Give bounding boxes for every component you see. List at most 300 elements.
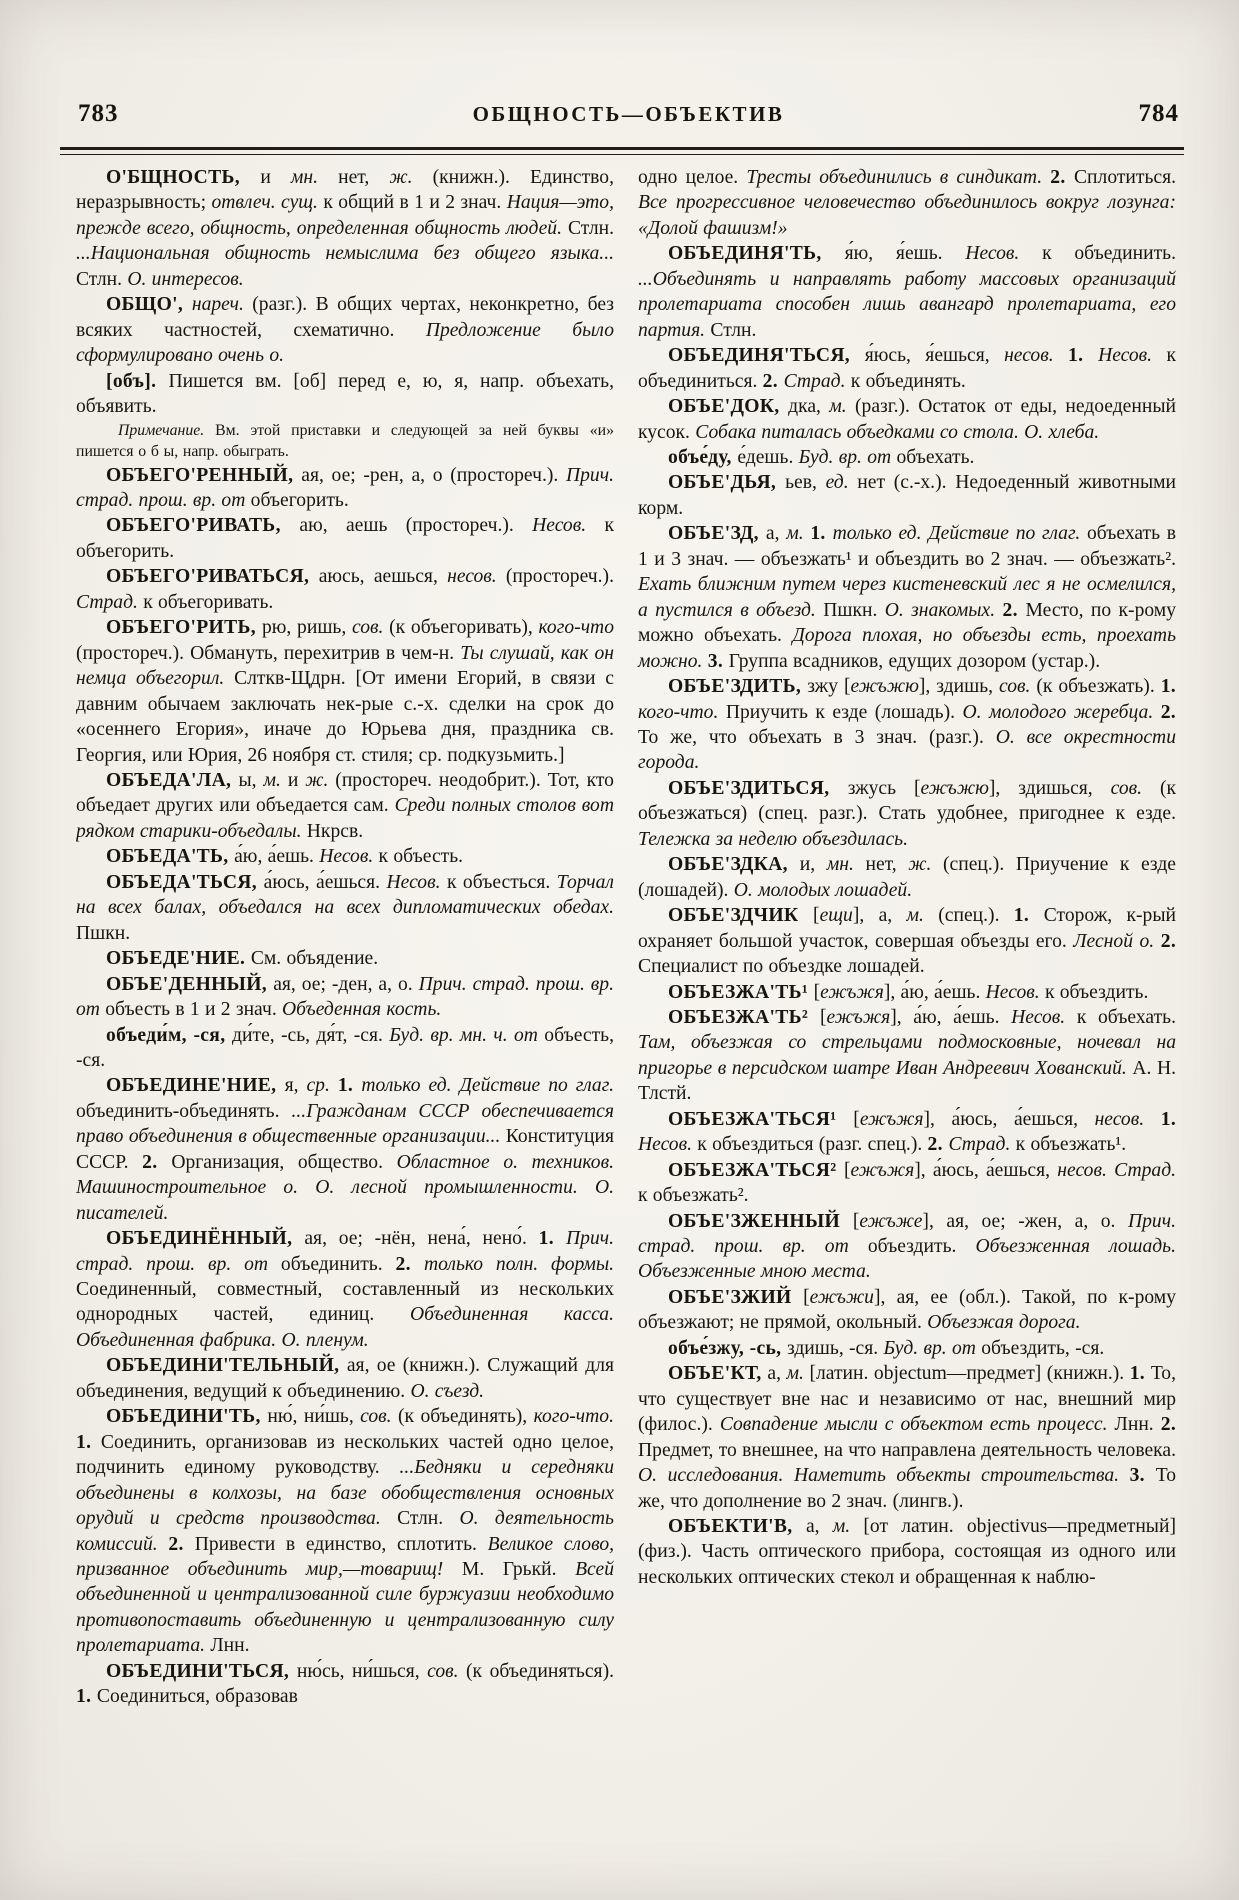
- text-run: [от латин. objectivus—предметный] (физ.). Часть оптического прибора, состоящая из одного или нескольких оптических стекол и обращенная к наблю-: [638, 1516, 1176, 1588]
- text-run: ОБЪЕ'ЗДИТЬ,: [668, 676, 808, 698]
- text-run: к объединить.: [1042, 243, 1176, 265]
- text-run: ОБЪЕЗЖА'ТЬСЯ¹: [668, 1108, 854, 1130]
- right-column: [638, 165, 1176, 1857]
- text-run: рю, ришь,: [261, 617, 352, 639]
- text-run: аюсь, аешься,: [318, 566, 448, 588]
- text-run: к объесться.: [446, 871, 557, 893]
- text-run: ОБЪЕГО'РИВАТЬ,: [106, 515, 300, 537]
- text-run: объездить.: [867, 1236, 976, 1258]
- text-columns: [76, 165, 1176, 1857]
- text-run: Всей объединенной и централизованной силе буржуазии необходимо противопоставить объединенную и централизованную силу пролетариата.: [76, 1559, 614, 1657]
- text-run: м.: [263, 769, 288, 791]
- text-run: [: [813, 981, 821, 1003]
- text-run: Предмет, то внешнее, на что направлена деятельность человека.: [638, 1439, 1176, 1461]
- dictionary-entry: [638, 1361, 1176, 1514]
- text-run: ОБЪЕ'ЗДИТЬСЯ,: [668, 777, 848, 799]
- usage-note: [76, 420, 614, 463]
- dictionary-entry: [638, 1336, 1176, 1361]
- text-run: 1.: [1013, 905, 1044, 927]
- text-run: А. Н. Тлстй.: [638, 1057, 1176, 1105]
- text-run: ], а́юсь, а́ешься,: [914, 1159, 1058, 1181]
- dictionary-entry: [76, 165, 614, 292]
- dictionary-entry: [638, 1005, 1176, 1107]
- text-run: ...Национальная общность немыслима без общего языка...: [76, 243, 614, 265]
- dictionary-entry: [638, 521, 1176, 674]
- text-run: (к объединять),: [398, 1406, 534, 1428]
- text-run: Привести в единство, сплотить.: [194, 1533, 488, 1555]
- dictionary-entry: [76, 615, 614, 768]
- text-run: к объезжать¹.: [1015, 1134, 1127, 1156]
- text-run: ОБЪЕГО'РИВАТЬСЯ,: [106, 566, 319, 588]
- text-run: ед.: [825, 472, 858, 494]
- text-run: кого-что: [538, 617, 614, 639]
- text-run: ОБЪЕДА'ТЬСЯ,: [106, 871, 264, 893]
- dictionary-entry: [76, 768, 614, 844]
- text-run: (спец.).: [938, 905, 1014, 927]
- text-run: (простореч.). Обмануть, перехитрив в чем-н.: [76, 642, 461, 664]
- text-run: ], ая, ее (обл.). Такой, по к-рому объезжают; не прямой, окольный.: [638, 1286, 1176, 1334]
- text-run: зжу [: [807, 676, 851, 698]
- text-run: Дорога плохая, но объезды есть, проехать можно.: [638, 625, 1176, 672]
- text-run: О. молодого жеребца.: [962, 701, 1161, 723]
- text-run: одно целое.: [638, 167, 747, 188]
- text-run: Вм. этой приставки и следующей за ней буквы «и» пишется о б ы, напр. обыграть.: [76, 421, 614, 461]
- text-run: к объезжать².: [638, 1185, 749, 1207]
- text-run: Страд.: [783, 370, 851, 392]
- text-run: То же, что дополнение во 2 знач. (лингв.).: [638, 1465, 1176, 1512]
- text-run: и,: [799, 854, 827, 876]
- dictionary-entry: [76, 564, 614, 615]
- dictionary-entry: [76, 972, 614, 1023]
- left-column: [76, 165, 614, 1857]
- text-run: Слткв-Щдрн. [От имени Егорий, в связи с давним обычаем заключать нек-рые с.-х. сделки на срок до «осеннего Егория», иначе до Юрьева дня, праздника св. Георгия, или Юрия, 26 ноября ст. стиля; ср. подкузьмить.]: [76, 668, 614, 766]
- text-run: объегорить.: [250, 489, 349, 511]
- text-run: несов. Страд.: [1057, 1159, 1176, 1181]
- text-run: Несов.: [386, 871, 447, 893]
- text-run: Прич. страд. прош. вр. от: [638, 1210, 1176, 1258]
- text-run: м.: [832, 1516, 864, 1538]
- text-run: М. Грькй.: [461, 1559, 576, 1581]
- text-run: ], ая, ое; -жен, а, о.: [922, 1210, 1128, 1232]
- text-run: ОБЪЕ'ДЕННЫЙ,: [106, 973, 274, 995]
- text-run: к общий в 1 и 2 знач.: [323, 192, 507, 214]
- text-run: Стлн.: [567, 217, 614, 239]
- text-run: я́ю, я́ешь.: [844, 243, 966, 265]
- text-run: (к объезжать).: [1036, 676, 1161, 698]
- text-run: ОБЪЕДИНЁННЫЙ,: [106, 1228, 305, 1250]
- text-run: ], а́ю, а́ешь.: [883, 981, 986, 1003]
- text-run: (разг.). В общих чертах, неконкретно, без всяких частностей, схематично.: [76, 294, 614, 341]
- text-run: О. молодых лошадей.: [733, 879, 913, 901]
- text-run: мн.: [290, 167, 339, 188]
- text-run: ежъжя: [850, 1159, 915, 1181]
- text-run: ОБЪЕДИНИ'ТЬСЯ,: [106, 1660, 297, 1682]
- text-run: Областное о. техников. Машиностроительное о. О. лесной промышленности. О. писателей.: [76, 1151, 615, 1224]
- text-run: О. интересов.: [127, 268, 244, 290]
- text-run: Сплотиться.: [1073, 167, 1176, 188]
- dictionary-entry: [638, 903, 1176, 979]
- header-double-rule: [60, 147, 1184, 155]
- text-run: Тележка за неделю объездилась.: [638, 828, 908, 850]
- text-run: ОБЩО',: [106, 294, 192, 316]
- dictionary-entry: [76, 369, 614, 420]
- text-run: Лнн.: [1114, 1414, 1161, 1436]
- text-run: только ед. Действие по глаг.: [361, 1075, 615, 1097]
- text-run: [: [852, 1210, 860, 1232]
- text-run: Все прогрессивное человечество объединилось вокруг лозунга: «Долой фашизм!»: [638, 192, 1176, 239]
- text-run: Стлн.: [76, 268, 128, 290]
- text-run: ню́сь, ни́шься,: [296, 1660, 428, 1682]
- text-run: 1.: [76, 1431, 101, 1453]
- text-run: Конституция СССР.: [76, 1126, 614, 1173]
- text-run: м.: [829, 396, 856, 418]
- text-run: ], а́ю, а́ешь.: [890, 1006, 1012, 1028]
- dictionary-entry: [638, 980, 1176, 1005]
- text-run: объехать.: [896, 446, 975, 468]
- text-run: [: [853, 1108, 860, 1130]
- text-run: ежъжю: [920, 777, 989, 799]
- text-run: ОБЪЕДИНЯ'ТЬ,: [668, 243, 845, 265]
- text-run: Прич. страд. прош. вр. от: [76, 464, 614, 511]
- text-run: ая, ое (книжн.). Служащий для объединения, ведущий к объединению.: [76, 1355, 614, 1402]
- text-run: Несов.: [1011, 1006, 1077, 1028]
- text-run: 2.: [1160, 701, 1176, 723]
- text-run: 1.: [810, 523, 833, 545]
- text-run: Тресты объединились в синдикат.: [746, 167, 1051, 188]
- text-run: ], а,: [852, 905, 907, 927]
- text-run: 1.: [1068, 345, 1099, 367]
- text-run: несов.: [1094, 1108, 1161, 1130]
- text-run: объединить.: [280, 1253, 396, 1275]
- text-run: ОБЪЕ'ЗДКА,: [668, 854, 800, 876]
- text-run: (к объегоривать),: [389, 617, 539, 639]
- text-run: ежъжи: [809, 1286, 874, 1308]
- text-run: О. знакомых.: [884, 599, 1003, 621]
- text-run: кого-что.: [533, 1406, 614, 1428]
- text-run: Прич. страд. прош. вр. от: [76, 973, 614, 1021]
- text-run: [: [819, 1006, 827, 1028]
- text-run: Предложение было сформулировано очень о.: [76, 319, 614, 367]
- text-run: Объединенная касса. Объединенная фабрика. О. пленум.: [76, 1304, 614, 1351]
- dictionary-entry: [638, 394, 1176, 445]
- text-run: ОБЪЕДИНЯ'ТЬСЯ,: [668, 345, 865, 367]
- text-run: [объ].: [106, 370, 169, 392]
- text-run: Несов.: [1098, 345, 1167, 367]
- text-run: ], а́юсь, а́ешься,: [923, 1108, 1095, 1130]
- text-run: ы,: [238, 769, 264, 791]
- dictionary-entry: [76, 844, 614, 869]
- text-run: зжусь [: [847, 777, 921, 799]
- text-run: ж.: [908, 854, 943, 876]
- dictionary-entry: [76, 946, 614, 971]
- dictionary-entry: [638, 776, 1176, 852]
- text-run: 2.: [927, 1134, 949, 1156]
- text-run: ОБЪЕ'ЗД,: [668, 523, 766, 545]
- text-run: Объезжая дорога.: [927, 1312, 1081, 1334]
- text-run: ОБЪЕЗЖА'ТЬ¹: [668, 981, 814, 1003]
- text-run: несов.: [447, 566, 506, 588]
- text-run: (простореч. неодобрит.). Тот, кто объедает других или объедается сам.: [76, 769, 614, 817]
- text-run: Буд. вр. от: [883, 1337, 982, 1359]
- text-run: Ехать ближним путем через кистеневский лес я не осмелился, а пустился в объезд.: [638, 574, 1176, 621]
- text-run: мн.: [826, 854, 866, 876]
- text-run: О'БЩНОСТЬ,: [106, 167, 261, 188]
- text-run: То же, что объехать в 3 знач. (разг.).: [638, 726, 996, 748]
- text-run: Специалист по объездке лошадей.: [638, 956, 925, 978]
- text-run: а,: [767, 1363, 787, 1385]
- running-title: ОБЩНОСТЬ—ОБЪЕКТИВ: [472, 102, 785, 126]
- text-run: аю, аешь (простореч.).: [299, 515, 533, 537]
- text-run: Соединиться, образовав: [96, 1686, 298, 1708]
- text-run: ж.: [305, 769, 336, 791]
- text-run: Буд. вр. мн. ч. от: [389, 1024, 545, 1046]
- text-run: ОБЪЕГО'РИТЬ,: [106, 617, 262, 639]
- text-run: сов.: [360, 1406, 399, 1428]
- text-run: кого-что.: [638, 701, 726, 723]
- text-run: а́юсь, а́ешься.: [263, 871, 387, 893]
- text-run: я,: [284, 1075, 307, 1097]
- text-run: ОБЪЕ'ДОК,: [668, 396, 789, 418]
- text-run: ОБЪЕ'КТ,: [668, 1363, 768, 1385]
- text-run: То, что существует вне нас и независимо от нас, внешний мир (филос.).: [638, 1363, 1176, 1436]
- text-run: Там, объезжая со стрельцами подмосковные, ночевал на пригорье в персидском шатре Иван Андреевич Хованский.: [638, 1032, 1176, 1079]
- text-run: ая, ое; -ден, а, о.: [273, 973, 419, 995]
- text-run: Буд. вр. от: [798, 446, 897, 468]
- dictionary-entry: [638, 852, 1176, 903]
- dictionary-entry: [76, 292, 614, 368]
- text-run: Великое слово, призванное объединить мир,—товарищ!: [76, 1533, 615, 1581]
- text-run: 1.: [76, 1686, 97, 1708]
- text-run: ОБЪЕ'ДЬЯ,: [668, 472, 786, 494]
- text-run: Стлн.: [397, 1508, 460, 1530]
- text-run: ...Объединять и направлять работу массовых организаций пролетариата способен лишь авангард пролетариата, его партия.: [638, 268, 1176, 341]
- text-run: 1.: [1129, 1363, 1151, 1385]
- text-run: О. деятельность комиссий.: [76, 1508, 614, 1555]
- text-run: ], здишься,: [988, 777, 1111, 799]
- text-run: (к объезжаться) (спец. разг.). Стать удобнее, пригоднее к езде.: [638, 777, 1176, 825]
- dictionary-entry: [76, 870, 614, 946]
- text-run: ОБЪЕГО'РЕННЫЙ,: [106, 464, 302, 486]
- text-run: м.: [786, 523, 811, 545]
- text-run: нет,: [865, 854, 909, 876]
- text-run: ОБЪЕЗЖА'ТЬ²: [668, 1006, 820, 1028]
- page-header: [78, 100, 1179, 128]
- text-run: 2.: [1002, 599, 1026, 621]
- text-run: 2.: [1050, 167, 1074, 188]
- dictionary-entry: [638, 1285, 1176, 1336]
- text-run: Несов.: [319, 846, 379, 868]
- text-run: Нация—это, прежде всего, общность, определенная общность людей.: [76, 192, 614, 239]
- right-page-number: 784: [1138, 100, 1179, 127]
- text-run: объе́ду,: [668, 446, 738, 468]
- text-run: ОБЪЕ'ЗЖИЙ: [668, 1286, 804, 1308]
- text-run: Несов.: [965, 243, 1043, 265]
- text-run: 2.: [762, 370, 784, 392]
- text-run: к объесть.: [378, 846, 464, 868]
- text-run: Лесной о.: [1073, 930, 1161, 952]
- text-run: Несов.: [985, 981, 1045, 1003]
- text-run: объеди́м, -ся,: [106, 1024, 233, 1046]
- text-run: 1.: [538, 1228, 566, 1250]
- text-run: (разг.). Остаток от еды, недоеденный кусок.: [638, 396, 1176, 443]
- dictionary-entry: [638, 1158, 1176, 1209]
- text-run: (книжн.). Единство, неразрывность;: [76, 167, 614, 214]
- text-run: я́юсь, я́ешься,: [864, 345, 1005, 367]
- text-run: Стлн.: [710, 319, 757, 341]
- dictionary-entry: [76, 513, 614, 564]
- text-run: Сторож, к-рый охраняет большой участок, совершая объезды его.: [638, 905, 1176, 952]
- dictionary-entry: [76, 1023, 614, 1074]
- text-run: ...Гражданам СССР обеспечивается право объединения в общественные организации...: [76, 1100, 614, 1148]
- text-run: объесть, -ся.: [76, 1024, 614, 1071]
- text-run: 2.: [142, 1151, 172, 1173]
- text-run: ОБЪЕДИНЕ'НИЕ,: [106, 1075, 285, 1097]
- dictionary-entry: [638, 470, 1176, 521]
- text-run: отвлеч. сущ.: [211, 192, 324, 214]
- text-run: [латин. objectum—предмет] (книжн.).: [809, 1363, 1130, 1385]
- text-run: ьев,: [785, 472, 826, 494]
- text-run: к объегорить.: [76, 515, 615, 562]
- text-run: 2.: [1160, 930, 1176, 952]
- text-run: к объездиться (разг. спец.).: [697, 1134, 928, 1156]
- text-run: дка,: [788, 396, 830, 418]
- text-run: Объезженная лошадь. Объезженные мною места.: [638, 1236, 1176, 1283]
- text-run: Пшкн.: [76, 922, 131, 944]
- text-run: [: [803, 1286, 810, 1308]
- text-run: к объединять.: [850, 370, 966, 392]
- entry-continuation: [638, 165, 1176, 241]
- text-run: [: [813, 905, 820, 927]
- text-run: ди́те, -сь, дя́т, -ся.: [232, 1024, 390, 1046]
- text-run: ОБЪЕДИНИ'ТЬ,: [106, 1406, 268, 1428]
- text-run: сов.: [998, 676, 1037, 698]
- text-run: Объеденная кость.: [282, 999, 442, 1021]
- text-run: (к объединяться).: [466, 1660, 614, 1682]
- text-run: 3.: [1129, 1465, 1156, 1487]
- dictionary-entry: [76, 1073, 614, 1226]
- text-run: а,: [805, 1516, 833, 1538]
- dictionary-entry: [638, 674, 1176, 776]
- text-run: объединить-объединять.: [76, 1100, 292, 1122]
- text-run: Нкрсв.: [306, 820, 364, 842]
- text-run: Страд.: [76, 591, 144, 613]
- text-run: (простореч.).: [505, 566, 614, 588]
- dictionary-entry: [76, 1226, 614, 1353]
- text-run: Среди полных столов вот рядком старики-объедалы.: [76, 795, 614, 842]
- text-run: Торчал на всех балах, объедался на всех дипломатических обедах.: [76, 871, 614, 919]
- text-run: ж.: [389, 167, 433, 188]
- dictionary-entry: [638, 343, 1176, 394]
- text-run: объехать в 1 и 3 знач. — объезжать¹ и объездить во 2 знач. — объезжать².: [638, 523, 1176, 570]
- text-run: ОБЪЕДА'ЛА,: [106, 769, 239, 791]
- text-run: ежъжя: [859, 1108, 924, 1130]
- text-run: ежъжю: [850, 676, 919, 698]
- text-run: только ед. Действие по глаг.: [832, 523, 1087, 545]
- left-page-number: 783: [78, 100, 119, 127]
- text-run: Приучить к езде (лошадь).: [725, 701, 963, 723]
- text-run: 2.: [395, 1253, 424, 1275]
- text-run: сов.: [1110, 777, 1160, 799]
- text-run: О. съезд.: [410, 1380, 485, 1402]
- text-run: е́дешь.: [737, 446, 799, 468]
- dictionary-entry: [638, 241, 1176, 343]
- text-run: Примечание.: [118, 421, 216, 439]
- text-run: ежъжя: [826, 1006, 891, 1028]
- text-run: к объегоривать.: [143, 591, 274, 613]
- text-run: ср.: [306, 1075, 338, 1097]
- text-run: [: [843, 1159, 851, 1181]
- text-run: м.: [906, 905, 939, 927]
- text-run: ОБЪЕДА'ТЬ,: [106, 846, 235, 868]
- text-run: ая, ое; -нён, нена́, нено́.: [304, 1228, 539, 1250]
- text-run: Пишется вм. [об] перед е, ю, я, напр. объехать, объявить.: [76, 370, 614, 418]
- text-run: ОБЪЕКТИ'В,: [668, 1516, 806, 1538]
- dictionary-entry: [76, 1404, 614, 1659]
- text-run: ая, ое; -рен, а, о (простореч.).: [301, 464, 566, 486]
- text-run: Организация, общество.: [171, 1151, 397, 1173]
- dictionary-entry: [76, 1659, 614, 1710]
- text-run: ОБЪЕДИНИ'ТЕЛЬНЫЙ,: [106, 1355, 347, 1377]
- text-run: м.: [786, 1363, 810, 1385]
- dictionary-entry: [76, 1353, 614, 1404]
- text-run: ОБЪЕ'ЗЖЕННЫЙ: [668, 1210, 853, 1232]
- text-run: ещи: [819, 905, 853, 927]
- dictionary-entry: [638, 445, 1176, 470]
- text-run: Пшкн.: [823, 599, 885, 621]
- text-run: Несов.: [638, 1134, 698, 1156]
- text-run: Страд.: [948, 1134, 1016, 1156]
- text-run: ОБЪЕЗЖА'ТЬСЯ²: [668, 1159, 844, 1181]
- text-run: нареч.: [191, 294, 253, 316]
- text-run: ню́, ни́шь,: [267, 1406, 361, 1428]
- text-run: О. все окрестности города.: [638, 726, 1176, 774]
- text-run: Прич. страд. прош. вр. от: [76, 1228, 614, 1275]
- text-run: и: [260, 167, 291, 188]
- text-run: 2.: [1160, 1414, 1176, 1436]
- text-run: нет (с.-х.). Недоеденный животными корм.: [638, 472, 1176, 519]
- text-run: только полн. формы.: [423, 1253, 615, 1275]
- text-run: Место, по к-рому можно объехать.: [638, 599, 1176, 647]
- text-run: Собака питалась объедками со стола. О. хлеба.: [695, 421, 1100, 443]
- dictionary-entry: [638, 1209, 1176, 1285]
- text-run: Лнн.: [210, 1635, 250, 1657]
- text-run: Соединенный, совместный, составленный из нескольких однородных частей, единиц.: [76, 1279, 614, 1326]
- text-run: к объехать.: [1076, 1006, 1176, 1028]
- text-run: к объездить.: [1044, 981, 1149, 1003]
- text-run: 2.: [168, 1533, 195, 1555]
- dictionary-entry: [638, 1514, 1176, 1590]
- text-run: объесть в 1 и 2 знач.: [105, 999, 283, 1021]
- text-run: 1.: [1160, 676, 1176, 698]
- text-run: 1.: [1160, 1108, 1176, 1130]
- text-run: сов.: [351, 617, 390, 639]
- text-run: См. объядение.: [250, 948, 379, 970]
- text-run: Совпадение мысли с объектом есть процесс.: [719, 1414, 1115, 1436]
- text-run: и: [287, 769, 306, 791]
- text-run: Соединить, организовав из нескольких частей одно целое, подчинить единому руководству.: [76, 1431, 614, 1479]
- text-run: здишь, -ся.: [786, 1337, 884, 1359]
- text-run: ежъжя: [820, 981, 884, 1003]
- text-run: несов.: [1004, 345, 1069, 367]
- text-run: объе́зжу, -сь,: [668, 1337, 787, 1359]
- text-run: нет,: [338, 167, 390, 188]
- text-run: Несов.: [532, 515, 605, 537]
- text-run: О. исследования. Наметить объекты строительства.: [638, 1465, 1130, 1487]
- text-run: 3.: [707, 650, 729, 672]
- text-run: сов.: [427, 1660, 467, 1682]
- text-run: Ты слушай, как он немца объегорил.: [76, 642, 614, 690]
- text-run: а́ю, а́ешь.: [234, 846, 320, 868]
